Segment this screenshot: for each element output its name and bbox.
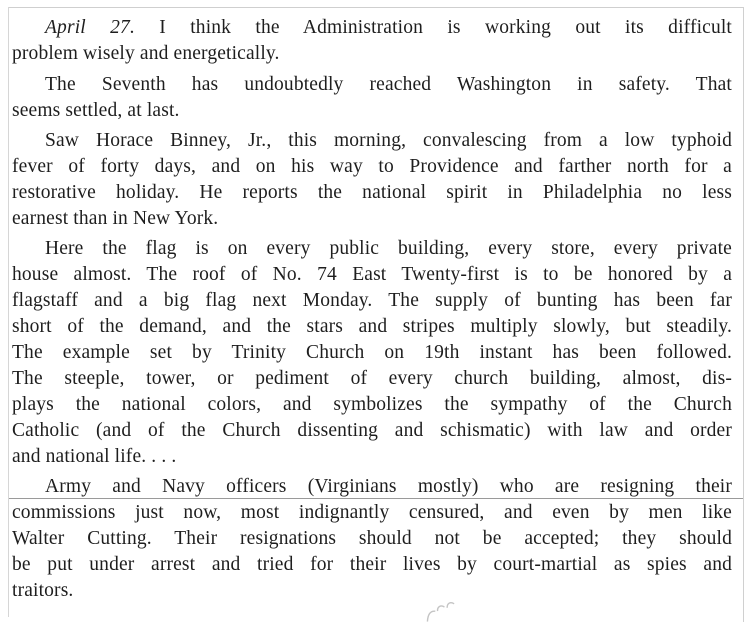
diary-line: plays the national colors, and symbolizes the sympathy of the Church bbox=[12, 394, 732, 415]
diary-line: The steeple, tower, or pediment of every church building, almost, dis- bbox=[12, 368, 732, 389]
diary-line: commissions just now, most indignantly censured, and even by men like bbox=[12, 502, 732, 523]
diary-line: Army and Navy officers (Virginians mostly) who are resigning their bbox=[45, 476, 732, 497]
diary-line: short of the demand, and the stars and stripes multiply slowly, but steadily. bbox=[12, 316, 732, 337]
entry-date: April 27. bbox=[45, 17, 135, 38]
diary-line: Catholic (and of the Church dissenting and schismatic) with law and order bbox=[12, 420, 732, 441]
diary-line: and national life. . . . bbox=[12, 446, 177, 467]
diary-line: seems settled, at last. bbox=[12, 100, 180, 121]
diary-line: The Seventh has undoubtedly reached Washington in safety. That bbox=[45, 74, 732, 95]
diary-line: Here the flag is on every public building, every store, every private bbox=[45, 238, 732, 259]
diary-line: The example set by Trinity Church on 19th instant has been followed. bbox=[12, 342, 732, 363]
diary-line: house almost. The roof of No. 74 East Twenty-first is to be honored by a bbox=[12, 264, 732, 285]
page-edge-left bbox=[8, 7, 9, 617]
page-edge-top bbox=[8, 7, 743, 8]
diary-line: restorative holiday. He reports the national spirit in Philadelphia no less bbox=[12, 182, 732, 203]
diary-line: be put under arrest and tried for their lives by court-martial as spies and bbox=[12, 554, 732, 575]
diary-line: earnest than in New York. bbox=[12, 208, 219, 229]
diary-line: fever of forty days, and on his way to Providence and farther north for a bbox=[12, 156, 732, 177]
page-edge-right bbox=[743, 7, 744, 622]
line-text: I think the Administration is working out its difficult bbox=[134, 17, 732, 38]
diary-line: problem wisely and energetically. bbox=[12, 43, 280, 64]
diary-line: Walter Cutting. Their resignations should not be accepted; they should bbox=[12, 528, 732, 549]
diary-line: Saw Horace Binney, Jr., this morning, convalescing from a low typhoid bbox=[45, 130, 732, 151]
diary-line: flagstaff and a big flag next Monday. The supply of bunting has been far bbox=[12, 290, 732, 311]
diary-line bbox=[45, 15, 732, 41]
diary-line: traitors. bbox=[12, 580, 74, 601]
